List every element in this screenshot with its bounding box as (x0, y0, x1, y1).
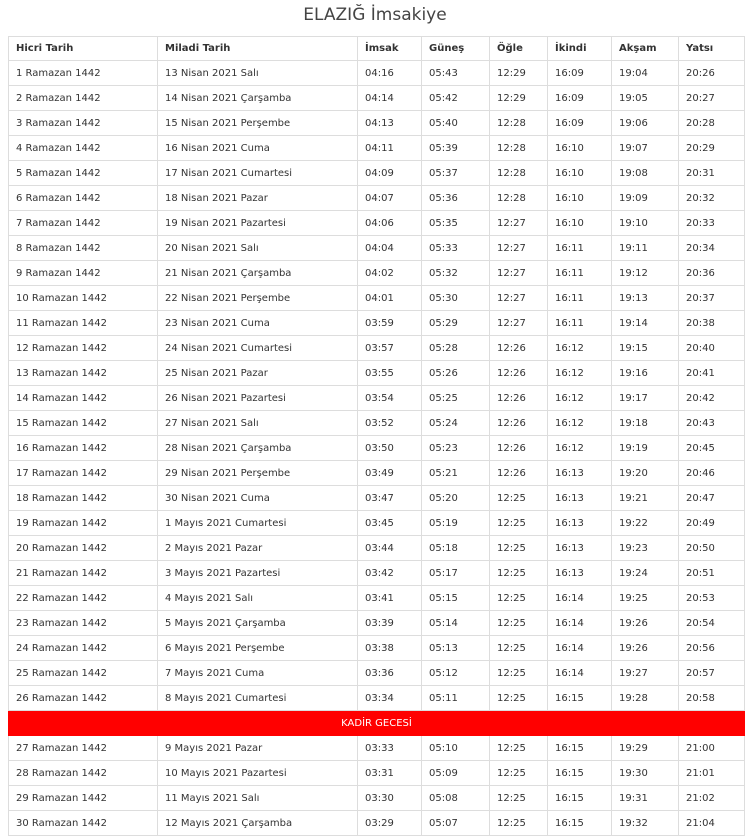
cell-gunes: 05:43 (422, 61, 490, 86)
cell-gregorian-date: 16 Nisan 2021 Cuma (158, 136, 358, 161)
cell-aksam: 19:17 (612, 386, 679, 411)
cell-hijri-date: 19 Ramazan 1442 (9, 511, 158, 536)
cell-aksam: 19:21 (612, 486, 679, 511)
cell-ikindi: 16:12 (548, 361, 612, 386)
cell-gregorian-date: 26 Nisan 2021 Pazartesi (158, 386, 358, 411)
cell-yatsi: 20:42 (679, 386, 745, 411)
cell-gregorian-date: 12 Mayıs 2021 Çarşamba (158, 811, 358, 836)
cell-ogle: 12:28 (490, 136, 548, 161)
cell-hijri-date: 1 Ramazan 1442 (9, 61, 158, 86)
cell-yatsi: 20:49 (679, 511, 745, 536)
cell-hijri-date: 2 Ramazan 1442 (9, 86, 158, 111)
cell-ikindi: 16:11 (548, 236, 612, 261)
cell-ikindi: 16:11 (548, 286, 612, 311)
cell-yatsi: 20:58 (679, 686, 745, 711)
table-row (9, 461, 745, 486)
imsakiye-table (8, 36, 745, 836)
table-row (9, 61, 745, 86)
cell-yatsi: 20:28 (679, 111, 745, 136)
cell-ikindi: 16:11 (548, 261, 612, 286)
cell-ikindi: 16:10 (548, 161, 612, 186)
cell-yatsi: 20:38 (679, 311, 745, 336)
cell-gregorian-date: 4 Mayıs 2021 Salı (158, 586, 358, 611)
cell-ikindi: 16:10 (548, 136, 612, 161)
cell-gunes: 05:17 (422, 561, 490, 586)
cell-aksam: 19:25 (612, 586, 679, 611)
cell-imsak: 03:39 (358, 611, 422, 636)
cell-gunes: 05:10 (422, 736, 490, 761)
cell-aksam: 19:19 (612, 436, 679, 461)
cell-gunes: 05:12 (422, 661, 490, 686)
cell-yatsi: 20:32 (679, 186, 745, 211)
cell-gregorian-date: 25 Nisan 2021 Pazar (158, 361, 358, 386)
cell-ogle: 12:25 (490, 686, 548, 711)
cell-gunes: 05:33 (422, 236, 490, 261)
cell-imsak: 03:30 (358, 786, 422, 811)
cell-ogle: 12:26 (490, 336, 548, 361)
cell-hijri-date: 3 Ramazan 1442 (9, 111, 158, 136)
column-header-hijri-date: Hicri Tarih (9, 37, 158, 61)
table-row (9, 186, 745, 211)
cell-gregorian-date: 3 Mayıs 2021 Pazartesi (158, 561, 358, 586)
column-header-imsak: İmsak (358, 37, 422, 61)
cell-yatsi: 20:56 (679, 636, 745, 661)
cell-aksam: 19:13 (612, 286, 679, 311)
cell-imsak: 04:11 (358, 136, 422, 161)
cell-aksam: 19:07 (612, 136, 679, 161)
cell-yatsi: 20:36 (679, 261, 745, 286)
table-row (9, 386, 745, 411)
table-row (9, 286, 745, 311)
table-row (9, 361, 745, 386)
cell-gunes: 05:32 (422, 261, 490, 286)
cell-imsak: 04:16 (358, 61, 422, 86)
cell-gunes: 05:35 (422, 211, 490, 236)
table-row (9, 486, 745, 511)
cell-aksam: 19:12 (612, 261, 679, 286)
page-title: ELAZIĞ İmsakiye (303, 5, 447, 25)
cell-imsak: 03:49 (358, 461, 422, 486)
table-row (9, 561, 745, 586)
cell-ikindi: 16:09 (548, 61, 612, 86)
cell-aksam: 19:11 (612, 236, 679, 261)
cell-gunes: 05:08 (422, 786, 490, 811)
cell-ikindi: 16:15 (548, 761, 612, 786)
cell-ogle: 12:29 (490, 86, 548, 111)
cell-gregorian-date: 7 Mayıs 2021 Cuma (158, 661, 358, 686)
table-row (9, 111, 745, 136)
cell-ikindi: 16:15 (548, 686, 612, 711)
cell-ogle: 12:25 (490, 586, 548, 611)
cell-aksam: 19:04 (612, 61, 679, 86)
cell-gregorian-date: 24 Nisan 2021 Cumartesi (158, 336, 358, 361)
kadir-gecesi-label: KADİR GECESİ (9, 711, 745, 736)
cell-gunes: 05:09 (422, 761, 490, 786)
cell-hijri-date: 5 Ramazan 1442 (9, 161, 158, 186)
cell-ogle: 12:25 (490, 511, 548, 536)
table-row (9, 636, 745, 661)
cell-gregorian-date: 27 Nisan 2021 Salı (158, 411, 358, 436)
cell-aksam: 19:14 (612, 311, 679, 336)
cell-ogle: 12:27 (490, 286, 548, 311)
cell-aksam: 19:31 (612, 786, 679, 811)
cell-aksam: 19:26 (612, 611, 679, 636)
column-header-gunes: Güneş (422, 37, 490, 61)
cell-hijri-date: 12 Ramazan 1442 (9, 336, 158, 361)
cell-hijri-date: 20 Ramazan 1442 (9, 536, 158, 561)
cell-imsak: 03:38 (358, 636, 422, 661)
cell-hijri-date: 10 Ramazan 1442 (9, 286, 158, 311)
cell-yatsi: 20:33 (679, 211, 745, 236)
cell-yatsi: 20:27 (679, 86, 745, 111)
cell-imsak: 03:59 (358, 311, 422, 336)
table-row (9, 311, 745, 336)
cell-hijri-date: 29 Ramazan 1442 (9, 786, 158, 811)
cell-hijri-date: 22 Ramazan 1442 (9, 586, 158, 611)
cell-yatsi: 21:02 (679, 786, 745, 811)
cell-yatsi: 20:53 (679, 586, 745, 611)
cell-gunes: 05:18 (422, 536, 490, 561)
cell-gregorian-date: 23 Nisan 2021 Cuma (158, 311, 358, 336)
cell-gregorian-date: 11 Mayıs 2021 Salı (158, 786, 358, 811)
cell-ogle: 12:25 (490, 811, 548, 836)
cell-gunes: 05:28 (422, 336, 490, 361)
table-body (9, 61, 745, 836)
cell-aksam: 19:15 (612, 336, 679, 361)
cell-gregorian-date: 20 Nisan 2021 Salı (158, 236, 358, 261)
cell-ikindi: 16:09 (548, 86, 612, 111)
cell-aksam: 19:08 (612, 161, 679, 186)
cell-gunes: 05:24 (422, 411, 490, 436)
cell-ogle: 12:28 (490, 161, 548, 186)
cell-imsak: 03:36 (358, 661, 422, 686)
cell-gregorian-date: 17 Nisan 2021 Cumartesi (158, 161, 358, 186)
cell-yatsi: 21:00 (679, 736, 745, 761)
cell-aksam: 19:20 (612, 461, 679, 486)
table-row (9, 136, 745, 161)
cell-yatsi: 20:29 (679, 136, 745, 161)
cell-aksam: 19:05 (612, 86, 679, 111)
cell-imsak: 03:42 (358, 561, 422, 586)
cell-aksam: 19:09 (612, 186, 679, 211)
cell-aksam: 19:10 (612, 211, 679, 236)
cell-yatsi: 20:54 (679, 611, 745, 636)
cell-ogle: 12:26 (490, 461, 548, 486)
cell-ogle: 12:25 (490, 636, 548, 661)
cell-imsak: 04:04 (358, 236, 422, 261)
cell-gregorian-date: 29 Nisan 2021 Perşembe (158, 461, 358, 486)
cell-gunes: 05:42 (422, 86, 490, 111)
cell-ikindi: 16:14 (548, 636, 612, 661)
cell-imsak: 03:54 (358, 386, 422, 411)
cell-yatsi: 20:31 (679, 161, 745, 186)
cell-hijri-date: 13 Ramazan 1442 (9, 361, 158, 386)
cell-yatsi: 20:47 (679, 486, 745, 511)
table-row (9, 336, 745, 361)
table-row (9, 811, 745, 836)
cell-ikindi: 16:13 (548, 461, 612, 486)
table-row (9, 686, 745, 711)
table-row (9, 786, 745, 811)
cell-yatsi: 21:04 (679, 811, 745, 836)
cell-ikindi: 16:13 (548, 561, 612, 586)
cell-gregorian-date: 10 Mayıs 2021 Pazartesi (158, 761, 358, 786)
table-row (9, 511, 745, 536)
cell-imsak: 03:47 (358, 486, 422, 511)
cell-imsak: 04:02 (358, 261, 422, 286)
cell-imsak: 03:29 (358, 811, 422, 836)
cell-yatsi: 20:43 (679, 411, 745, 436)
cell-ikindi: 16:12 (548, 436, 612, 461)
cell-ogle: 12:26 (490, 386, 548, 411)
column-header-aksam: Akşam (612, 37, 679, 61)
cell-hijri-date: 26 Ramazan 1442 (9, 686, 158, 711)
cell-ogle: 12:26 (490, 361, 548, 386)
cell-ikindi: 16:11 (548, 311, 612, 336)
cell-imsak: 03:57 (358, 336, 422, 361)
cell-yatsi: 20:26 (679, 61, 745, 86)
cell-imsak: 03:31 (358, 761, 422, 786)
cell-ogle: 12:26 (490, 411, 548, 436)
cell-hijri-date: 16 Ramazan 1442 (9, 436, 158, 461)
cell-gregorian-date: 22 Nisan 2021 Perşembe (158, 286, 358, 311)
cell-aksam: 19:29 (612, 736, 679, 761)
cell-aksam: 19:26 (612, 636, 679, 661)
table-row (9, 211, 745, 236)
cell-ogle: 12:27 (490, 261, 548, 286)
cell-ikindi: 16:12 (548, 336, 612, 361)
cell-gunes: 05:23 (422, 436, 490, 461)
cell-hijri-date: 4 Ramazan 1442 (9, 136, 158, 161)
cell-ogle: 12:25 (490, 611, 548, 636)
cell-ikindi: 16:15 (548, 786, 612, 811)
cell-ikindi: 16:10 (548, 211, 612, 236)
cell-ikindi: 16:15 (548, 811, 612, 836)
cell-ogle: 12:25 (490, 786, 548, 811)
cell-hijri-date: 24 Ramazan 1442 (9, 636, 158, 661)
cell-gunes: 05:19 (422, 511, 490, 536)
cell-ikindi: 16:14 (548, 586, 612, 611)
cell-gregorian-date: 21 Nisan 2021 Çarşamba (158, 261, 358, 286)
cell-yatsi: 20:41 (679, 361, 745, 386)
cell-gregorian-date: 15 Nisan 2021 Perşembe (158, 111, 358, 136)
cell-hijri-date: 27 Ramazan 1442 (9, 736, 158, 761)
cell-yatsi: 20:46 (679, 461, 745, 486)
cell-imsak: 03:33 (358, 736, 422, 761)
cell-gunes: 05:26 (422, 361, 490, 386)
cell-hijri-date: 6 Ramazan 1442 (9, 186, 158, 211)
table-row (9, 736, 745, 761)
cell-aksam: 19:23 (612, 536, 679, 561)
cell-gregorian-date: 19 Nisan 2021 Pazartesi (158, 211, 358, 236)
cell-gunes: 05:37 (422, 161, 490, 186)
cell-gregorian-date: 13 Nisan 2021 Salı (158, 61, 358, 86)
cell-imsak: 04:14 (358, 86, 422, 111)
cell-imsak: 03:41 (358, 586, 422, 611)
cell-gunes: 05:25 (422, 386, 490, 411)
cell-gregorian-date: 2 Mayıs 2021 Pazar (158, 536, 358, 561)
cell-gunes: 05:39 (422, 136, 490, 161)
table-row (9, 161, 745, 186)
cell-gregorian-date: 28 Nisan 2021 Çarşamba (158, 436, 358, 461)
cell-gunes: 05:13 (422, 636, 490, 661)
cell-imsak: 04:13 (358, 111, 422, 136)
table-row (9, 436, 745, 461)
cell-ikindi: 16:10 (548, 186, 612, 211)
column-header-ikindi: İkindi (548, 37, 612, 61)
cell-aksam: 19:06 (612, 111, 679, 136)
table-row (9, 661, 745, 686)
table-row (9, 611, 745, 636)
cell-hijri-date: 17 Ramazan 1442 (9, 461, 158, 486)
cell-gunes: 05:30 (422, 286, 490, 311)
cell-ogle: 12:25 (490, 661, 548, 686)
cell-ikindi: 16:12 (548, 386, 612, 411)
cell-imsak: 03:45 (358, 511, 422, 536)
cell-yatsi: 20:50 (679, 536, 745, 561)
cell-gunes: 05:15 (422, 586, 490, 611)
cell-ikindi: 16:12 (548, 411, 612, 436)
cell-gunes: 05:29 (422, 311, 490, 336)
cell-gregorian-date: 5 Mayıs 2021 Çarşamba (158, 611, 358, 636)
table-row (9, 761, 745, 786)
cell-ikindi: 16:15 (548, 736, 612, 761)
cell-aksam: 19:16 (612, 361, 679, 386)
cell-hijri-date: 9 Ramazan 1442 (9, 261, 158, 286)
table-row (9, 586, 745, 611)
cell-ogle: 12:28 (490, 111, 548, 136)
cell-hijri-date: 14 Ramazan 1442 (9, 386, 158, 411)
cell-hijri-date: 18 Ramazan 1442 (9, 486, 158, 511)
kadir-gecesi-row (9, 711, 745, 736)
cell-ogle: 12:28 (490, 186, 548, 211)
cell-imsak: 03:52 (358, 411, 422, 436)
cell-yatsi: 21:01 (679, 761, 745, 786)
cell-ogle: 12:27 (490, 311, 548, 336)
cell-gregorian-date: 30 Nisan 2021 Cuma (158, 486, 358, 511)
cell-ogle: 12:29 (490, 61, 548, 86)
cell-aksam: 19:22 (612, 511, 679, 536)
cell-hijri-date: 21 Ramazan 1442 (9, 561, 158, 586)
cell-imsak: 03:50 (358, 436, 422, 461)
cell-ogle: 12:25 (490, 561, 548, 586)
cell-yatsi: 20:51 (679, 561, 745, 586)
cell-ogle: 12:25 (490, 761, 548, 786)
cell-gregorian-date: 8 Mayıs 2021 Cumartesi (158, 686, 358, 711)
cell-gunes: 05:14 (422, 611, 490, 636)
cell-aksam: 19:27 (612, 661, 679, 686)
cell-yatsi: 20:37 (679, 286, 745, 311)
cell-gregorian-date: 14 Nisan 2021 Çarşamba (158, 86, 358, 111)
cell-aksam: 19:30 (612, 761, 679, 786)
cell-gunes: 05:40 (422, 111, 490, 136)
cell-aksam: 19:28 (612, 686, 679, 711)
cell-imsak: 04:01 (358, 286, 422, 311)
cell-ikindi: 16:13 (548, 486, 612, 511)
cell-aksam: 19:18 (612, 411, 679, 436)
cell-hijri-date: 11 Ramazan 1442 (9, 311, 158, 336)
cell-yatsi: 20:45 (679, 436, 745, 461)
cell-gunes: 05:36 (422, 186, 490, 211)
cell-hijri-date: 23 Ramazan 1442 (9, 611, 158, 636)
table-row (9, 236, 745, 261)
cell-gregorian-date: 1 Mayıs 2021 Cumartesi (158, 511, 358, 536)
column-header-gregorian-date: Miladi Tarih (158, 37, 358, 61)
cell-ogle: 12:25 (490, 486, 548, 511)
cell-yatsi: 20:40 (679, 336, 745, 361)
cell-ogle: 12:25 (490, 536, 548, 561)
cell-gunes: 05:20 (422, 486, 490, 511)
cell-hijri-date: 8 Ramazan 1442 (9, 236, 158, 261)
table-header-row (9, 37, 745, 61)
cell-gregorian-date: 9 Mayıs 2021 Pazar (158, 736, 358, 761)
cell-imsak: 03:44 (358, 536, 422, 561)
cell-ogle: 12:26 (490, 436, 548, 461)
cell-gregorian-date: 18 Nisan 2021 Pazar (158, 186, 358, 211)
cell-ogle: 12:27 (490, 236, 548, 261)
cell-hijri-date: 25 Ramazan 1442 (9, 661, 158, 686)
cell-gunes: 05:21 (422, 461, 490, 486)
cell-ikindi: 16:14 (548, 611, 612, 636)
cell-imsak: 04:09 (358, 161, 422, 186)
column-header-yatsi: Yatsı (679, 37, 745, 61)
cell-aksam: 19:24 (612, 561, 679, 586)
cell-gregorian-date: 6 Mayıs 2021 Perşembe (158, 636, 358, 661)
cell-hijri-date: 7 Ramazan 1442 (9, 211, 158, 236)
cell-imsak: 04:06 (358, 211, 422, 236)
cell-ikindi: 16:13 (548, 511, 612, 536)
table-row (9, 261, 745, 286)
table-row (9, 411, 745, 436)
table-row (9, 86, 745, 111)
cell-hijri-date: 28 Ramazan 1442 (9, 761, 158, 786)
cell-ogle: 12:27 (490, 211, 548, 236)
cell-gunes: 05:11 (422, 686, 490, 711)
cell-hijri-date: 15 Ramazan 1442 (9, 411, 158, 436)
table-row (9, 536, 745, 561)
cell-ikindi: 16:13 (548, 536, 612, 561)
cell-ikindi: 16:14 (548, 661, 612, 686)
cell-hijri-date: 30 Ramazan 1442 (9, 811, 158, 836)
cell-yatsi: 20:34 (679, 236, 745, 261)
column-header-ogle: Öğle (490, 37, 548, 61)
cell-ikindi: 16:09 (548, 111, 612, 136)
cell-imsak: 03:55 (358, 361, 422, 386)
cell-ogle: 12:25 (490, 736, 548, 761)
cell-gunes: 05:07 (422, 811, 490, 836)
cell-imsak: 03:34 (358, 686, 422, 711)
cell-imsak: 04:07 (358, 186, 422, 211)
cell-aksam: 19:32 (612, 811, 679, 836)
cell-yatsi: 20:57 (679, 661, 745, 686)
